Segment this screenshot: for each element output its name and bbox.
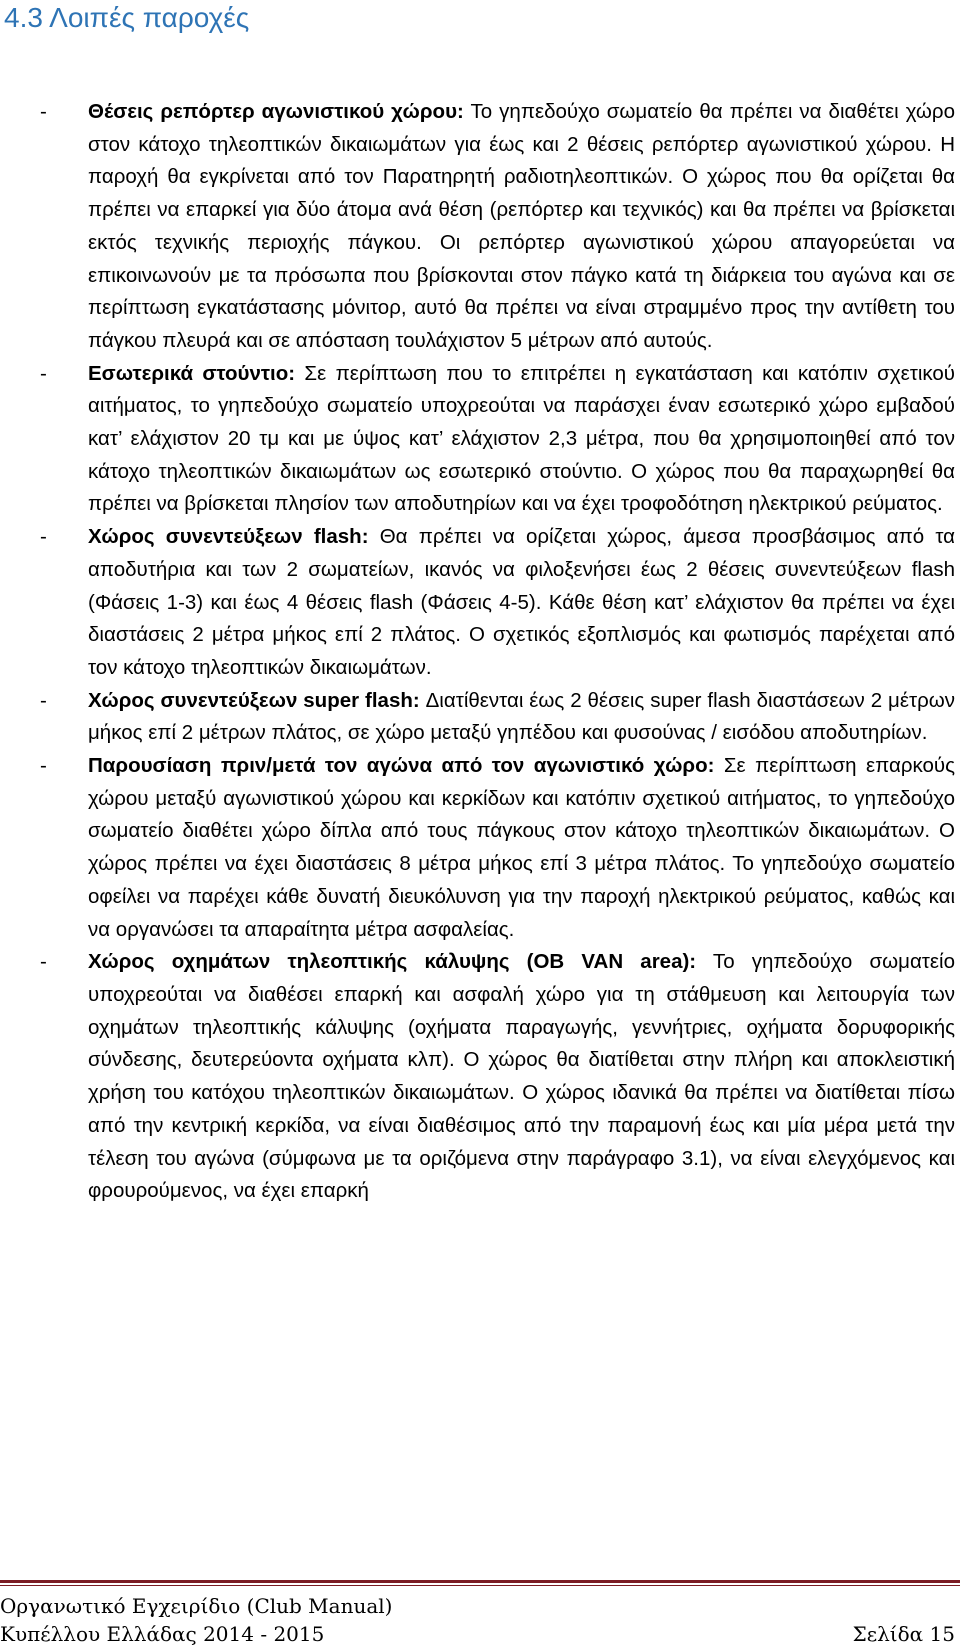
item-term: Χώρος συνεντεύξεων flash: — [88, 525, 369, 549]
list-marker: - — [40, 754, 47, 778]
item-term: Χώρος οχημάτων τηλεοπτικής κάλυψης (OB VAN area): — [88, 950, 697, 974]
footer-divider-thin — [0, 1585, 960, 1586]
list-item — [40, 685, 955, 750]
footer-season: Κυπέλλου Ελλάδας 2014 - 2015 — [0, 1622, 325, 1646]
item-term: Θέσεις ρεπόρτερ αγωνιστικού χώρου: — [88, 100, 464, 123]
list-marker: - — [40, 361, 47, 385]
list-item — [40, 358, 955, 522]
list-marker: - — [40, 100, 47, 123]
item-term: Χώρος συνεντεύξεων super flash: — [88, 688, 420, 712]
item-text: Θα πρέπει να ορίζεται χώρος, άμεσα προσβάσιμος από τα αποδυτήρια και των 2 σωματείων, ικανός να φιλοξενήσει έως 2 θέσεις συνεντεύξεων flash (Φάσεις 1-3) και έως 4 θέσεις flash (Φάσεις 4-5). Κάθε θέση κατ’ ελάχιστον θα πρέπει να έχει διαστάσεις 2 μέτρα μήκος επί 2 πλάτος. Ο σχετικός εξοπλισμός και φωτισμός παρέχεται από τον κάτοχο τηλεοπτικών δικαιωμάτων. — [88, 525, 955, 679]
item-text: Διατίθενται έως 2 θέσεις super flash διαστάσεων 2 μέτρων μήκος επί 2 μέτρων πλάτος, σε χώρο μεταξύ γηπέδου και φυσούνας / εισόδου αποδυτηρίων. — [88, 688, 955, 745]
list-marker: - — [40, 950, 47, 974]
footer-page-number: Σελίδα 15 — [852, 1622, 955, 1646]
item-text: Το γηπεδούχο σωματείο θα πρέπει να διαθέτει χώρο στον κάτοχο τηλεοπτικών δικαιωμάτων για έως και 2 θέσεις ρεπόρτερ αγωνιστικού χώρου. Η παροχή θα εγκρίνεται από τον Παρατηρητή ραδιοτηλεοπτικών. Ο χώρος που θα ορίζεται θα πρέπει να επαρκεί για δύο άτομα ανά θέση (ρεπόρτερ και τεχνικός) και θα πρέπει να βρίσκεται εκτός τεχνικής περιοχής πάγκου. Οι ρεπόρτερ αγωνιστικού χώρου απαγορεύεται να επικοινωνούν με τα πρόσωπα που βρίσκονται στον πάγκο κατά τη διάρκεια του αγώνα και σε περίπτωση εγκατάστασης μόνιτορ, αυτό θα πρέπει να είναι στραμμένο προς την αντίθετη του πάγκου πλευρά και σε απόσταση τουλάχιστον 5 μέτρων από αυτούς. — [88, 100, 955, 352]
list-marker: - — [40, 688, 47, 712]
item-term: Εσωτερικά στούντιο: — [88, 361, 296, 385]
provisions-list — [40, 96, 955, 1208]
list-item — [40, 96, 955, 358]
list-item — [40, 750, 955, 946]
item-term: Παρουσίαση πριν/μετά τον αγώνα από τον αγωνιστικό χώρο: — [88, 754, 715, 778]
list-item — [40, 521, 955, 685]
footer-row — [0, 1620, 955, 1648]
list-item — [40, 946, 955, 1208]
footer-divider — [0, 1580, 960, 1583]
footer-manual-title: Οργανωτικό Εγχειρίδιο (Club Manual) — [0, 1594, 393, 1618]
list-marker: - — [40, 525, 47, 549]
item-text: Το γηπεδούχο σωματείο υποχρεούται να διαθέσει επαρκή και ασφαλή χώρο για τη στάθμευση και λειτουργία των οχημάτων τηλεοπτικής κάλυψης (οχήματα παραγωγής, γεννήτριες, οχήματα δορυφορικής σύνδεσης, δευτερεύοντα οχήματα κλπ). Ο χώρος θα διατίθεται στην πλήρη και αποκλειστική χρήση του κατόχου τηλεοπτικών δικαιωμάτων. Ο χώρος ιδανικά θα πρέπει να διατίθεται πίσω από την κεντρική κερκίδα, να είναι διαθέσιμος από την παραμονή έως και μία μέρα μετά την τέλεση του αγώνα (σύμφωνα με τα οριζόμενα στην παράγραφο 3.1), να είναι ελεγχόμενος και φρουρούμενος, να έχει επαρκή — [88, 950, 955, 1203]
item-text: Σε περίπτωση που το επιτρέπει η εγκατάσταση και κατόπιν σχετικού αιτήματος, το γηπεδούχο σωματείο υποχρεούται να παράσχει έναν εσωτερικό χώρο εμβαδού κατ’ ελάχιστον 20 τμ και με ύψος κατ’ ελάχιστον 2,3 μέτρα, που θα χρησιμοποιηθεί από τον κάτοχο τηλεοπτικών δικαιωμάτων ως εσωτερικό στούντιο. Ο χώρος που θα παραχωρηθεί θα πρέπει να βρίσκεται πλησίον των αποδυτηρίων και να έχει τροφοδότηση ηλεκτρικού ρεύματος. — [88, 361, 956, 516]
section-heading: 4.3 Λοιπές παροχές — [4, 2, 250, 33]
item-text: Σε περίπτωση επαρκούς χώρου μεταξύ αγωνιστικού χώρου και κερκίδων και κατόπιν σχετικού αιτήματος, το γηπεδούχο σωματείο διαθέτει χώρο δίπλα από τους πάγκους στον κάτοχο τηλεοπτικών δικαιωμάτων. Ο χώρος πρέπει να έχει διαστάσεις 8 μέτρα μήκος επί 3 μέτρα πλάτος. Το γηπεδούχο σωματείο οφείλει να παρέχει κάθε δυνατή διευκόλυνση για την παροχή ηλεκτρικού ρεύματος, καθώς και να οργανώσει τα απαραίτητα μέτρα ασφαλείας. — [88, 754, 956, 941]
page-footer — [0, 1592, 955, 1648]
